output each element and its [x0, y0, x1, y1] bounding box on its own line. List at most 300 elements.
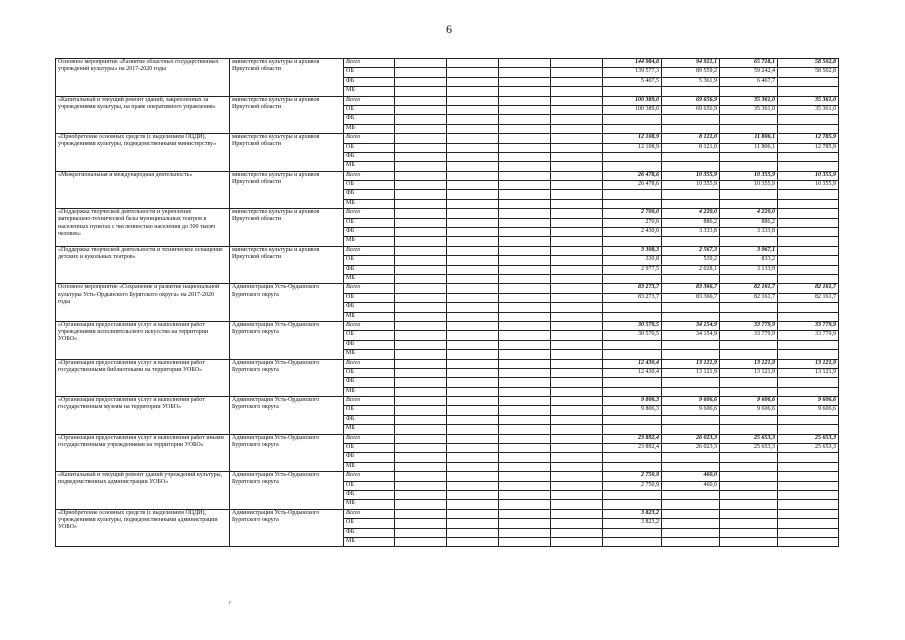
amount-cell: 11 806,1	[720, 134, 778, 143]
amount-cell: 3 308,3	[603, 246, 662, 255]
funding-source-label: ФБ	[344, 303, 395, 312]
funding-source-label: МБ	[344, 500, 395, 509]
empty-cell	[395, 406, 447, 415]
empty-cell	[551, 68, 603, 77]
empty-cell	[551, 397, 603, 406]
table-row	[56, 472, 839, 481]
empty-cell	[395, 500, 447, 509]
amount-cell	[778, 303, 839, 312]
amount-cell: 4 220,0	[720, 209, 778, 218]
amount-cell	[778, 190, 839, 199]
funding-source-label: ФБ	[344, 190, 395, 199]
amount-cell	[662, 87, 720, 96]
funding-source-label: Всего	[344, 397, 395, 406]
amount-cell	[778, 199, 839, 208]
funding-source-label: МБ	[344, 237, 395, 246]
table-row	[56, 246, 839, 255]
funding-source-label: ОБ	[344, 368, 395, 377]
empty-cell	[395, 509, 447, 518]
amount-cell: 23 892,4	[603, 434, 662, 443]
funding-table	[55, 58, 839, 547]
amount-cell: 2 430,0	[603, 228, 662, 237]
empty-cell	[447, 115, 499, 124]
amount-cell: 9 606,6	[662, 406, 720, 415]
empty-cell	[499, 490, 551, 499]
amount-cell: 23 892,4	[603, 444, 662, 453]
amount-cell	[603, 190, 662, 199]
empty-cell	[395, 415, 447, 424]
empty-cell	[499, 199, 551, 208]
measure-name: «Организация предоставления услуг и выполнения работ государственным музеям на территории УОБО»	[56, 397, 230, 435]
amount-cell: 886,2	[720, 218, 778, 227]
amount-cell: 35 361,0	[778, 96, 839, 105]
funding-source-label: ОБ	[344, 293, 395, 302]
amount-cell: 26 478,6	[603, 181, 662, 190]
measure-name: «Межрегиональная и международная деятельность»	[56, 171, 230, 209]
funding-source-label: Всего	[344, 246, 395, 255]
empty-cell	[447, 228, 499, 237]
amount-cell: 10 355,9	[720, 181, 778, 190]
amount-cell: 3 333,8	[662, 228, 720, 237]
amount-cell: 83 366,7	[662, 293, 720, 302]
funding-source-label: МБ	[344, 124, 395, 133]
amount-cell	[662, 453, 720, 462]
amount-cell: 59 242,4	[720, 68, 778, 77]
amount-cell	[778, 350, 839, 359]
amount-cell: 26 478,6	[603, 171, 662, 180]
amount-cell: 69 656,9	[662, 105, 720, 114]
table-row	[56, 284, 839, 293]
empty-cell	[447, 199, 499, 208]
empty-cell	[499, 462, 551, 471]
empty-cell	[551, 481, 603, 490]
empty-cell	[551, 265, 603, 274]
empty-cell	[551, 303, 603, 312]
empty-cell	[499, 59, 551, 68]
empty-cell	[499, 415, 551, 424]
funding-source-label: МБ	[344, 425, 395, 434]
empty-cell	[499, 425, 551, 434]
funding-source-label: МБ	[344, 87, 395, 96]
empty-cell	[499, 509, 551, 518]
amount-cell	[603, 462, 662, 471]
amount-cell	[778, 162, 839, 171]
amount-cell: 58 502,8	[778, 59, 839, 68]
funding-source-label: ФБ	[344, 340, 395, 349]
amount-cell	[720, 481, 778, 490]
amount-cell	[778, 537, 839, 546]
funding-source-label: Всего	[344, 134, 395, 143]
amount-cell	[662, 340, 720, 349]
empty-cell	[551, 340, 603, 349]
amount-cell	[778, 115, 839, 124]
empty-cell	[551, 293, 603, 302]
amount-cell: 35 361,0	[720, 96, 778, 105]
funding-source-label: ФБ	[344, 77, 395, 86]
empty-cell	[551, 490, 603, 499]
funding-source-label: Всего	[344, 171, 395, 180]
amount-cell	[662, 387, 720, 396]
amount-cell	[603, 537, 662, 546]
amount-cell	[662, 500, 720, 509]
amount-cell: 833,2	[720, 256, 778, 265]
amount-cell	[662, 199, 720, 208]
amount-cell: 33 779,9	[720, 321, 778, 330]
amount-cell: 10 355,9	[662, 181, 720, 190]
amount-cell: 35 361,0	[778, 105, 839, 114]
empty-cell	[499, 340, 551, 349]
funding-source-label: ОБ	[344, 406, 395, 415]
amount-cell	[603, 340, 662, 349]
empty-cell	[499, 481, 551, 490]
amount-cell: 26 023,3	[662, 444, 720, 453]
measure-name: Основное мероприятие «Развитие областных государственных учреждений культуры» на 2017-2020 годы	[56, 59, 230, 97]
funding-source-label: ОБ	[344, 105, 395, 114]
empty-cell	[551, 87, 603, 96]
empty-cell	[447, 59, 499, 68]
empty-cell	[395, 303, 447, 312]
empty-cell	[551, 256, 603, 265]
funding-source-label: МБ	[344, 462, 395, 471]
empty-cell	[447, 519, 499, 528]
amount-cell	[603, 453, 662, 462]
funding-source-label: МБ	[344, 162, 395, 171]
empty-cell	[551, 387, 603, 396]
empty-cell	[395, 434, 447, 443]
amount-cell	[720, 115, 778, 124]
empty-cell	[551, 434, 603, 443]
amount-cell: 13 121,9	[662, 368, 720, 377]
empty-cell	[551, 528, 603, 537]
empty-cell	[395, 96, 447, 105]
empty-cell	[447, 105, 499, 114]
funding-source-label: МБ	[344, 350, 395, 359]
amount-cell: 460,0	[662, 472, 720, 481]
empty-cell	[551, 218, 603, 227]
amount-cell: 4 220,0	[662, 209, 720, 218]
amount-cell: 270,0	[603, 218, 662, 227]
empty-cell	[395, 237, 447, 246]
funding-source-label: Всего	[344, 209, 395, 218]
empty-cell	[447, 77, 499, 86]
funding-source-label: ОБ	[344, 143, 395, 152]
empty-cell	[447, 152, 499, 161]
amount-cell: 9 606,6	[720, 397, 778, 406]
funding-source-label: ОБ	[344, 181, 395, 190]
empty-cell	[447, 209, 499, 218]
amount-cell	[603, 528, 662, 537]
amount-cell	[662, 124, 720, 133]
amount-cell: 3 823,2	[603, 519, 662, 528]
amount-cell	[778, 490, 839, 499]
amount-cell: 34 154,9	[662, 321, 720, 330]
amount-cell: 3 823,2	[603, 509, 662, 518]
amount-cell: 8 121,0	[662, 134, 720, 143]
empty-cell	[447, 415, 499, 424]
empty-cell	[551, 143, 603, 152]
measure-name: Основное мероприятие «Сохранение и развитие национальной культуры Усть-Ордынского Бурятского округа» на 2017-2020 годы	[56, 284, 230, 322]
funding-source-label: ОБ	[344, 519, 395, 528]
amount-cell	[778, 312, 839, 321]
amount-cell	[662, 303, 720, 312]
empty-cell	[395, 256, 447, 265]
amount-cell: 2 567,3	[662, 246, 720, 255]
table-row	[56, 397, 839, 406]
amount-cell: 82 161,7	[720, 293, 778, 302]
executor-name: министерство культуры и архивов Иркутской области	[230, 246, 344, 284]
empty-cell	[499, 105, 551, 114]
amount-cell	[720, 500, 778, 509]
empty-cell	[395, 444, 447, 453]
amount-cell	[720, 124, 778, 133]
amount-cell: 83 273,7	[603, 284, 662, 293]
amount-cell	[662, 415, 720, 424]
empty-cell	[395, 481, 447, 490]
amount-cell	[662, 190, 720, 199]
empty-cell	[499, 284, 551, 293]
table-row	[56, 59, 839, 68]
empty-cell	[551, 425, 603, 434]
amount-cell	[662, 528, 720, 537]
amount-cell: 12 430,4	[603, 368, 662, 377]
empty-cell	[395, 134, 447, 143]
empty-cell	[551, 59, 603, 68]
table-row	[56, 434, 839, 443]
amount-cell	[603, 199, 662, 208]
empty-cell	[551, 246, 603, 255]
amount-cell: 2 028,1	[662, 265, 720, 274]
executor-name: министерство культуры и архивов Иркутской области	[230, 134, 344, 172]
funding-source-label: МБ	[344, 274, 395, 283]
amount-cell	[778, 500, 839, 509]
amount-cell	[778, 152, 839, 161]
empty-cell	[447, 171, 499, 180]
amount-cell: 3 133,9	[720, 265, 778, 274]
amount-cell	[778, 340, 839, 349]
executor-name: Администрация Усть-Ордынского Бурятского округа	[230, 397, 344, 435]
empty-cell	[551, 237, 603, 246]
funding-source-label: Всего	[344, 321, 395, 330]
amount-cell	[778, 453, 839, 462]
amount-cell	[662, 537, 720, 546]
amount-cell: 13 121,9	[778, 368, 839, 377]
amount-cell: 2 750,9	[603, 472, 662, 481]
amount-cell	[662, 350, 720, 359]
empty-cell	[499, 387, 551, 396]
empty-cell	[395, 265, 447, 274]
amount-cell: 33 779,9	[778, 321, 839, 330]
amount-cell	[720, 509, 778, 518]
funding-source-label: ОБ	[344, 331, 395, 340]
empty-cell	[447, 331, 499, 340]
empty-cell	[499, 237, 551, 246]
amount-cell	[778, 425, 839, 434]
empty-cell	[499, 321, 551, 330]
amount-cell	[778, 246, 839, 255]
empty-cell	[499, 293, 551, 302]
amount-cell: 25 653,3	[778, 434, 839, 443]
empty-cell	[499, 500, 551, 509]
empty-cell	[499, 453, 551, 462]
empty-cell	[447, 321, 499, 330]
amount-cell: 9 806,3	[603, 397, 662, 406]
empty-cell	[395, 453, 447, 462]
empty-cell	[499, 397, 551, 406]
empty-cell	[551, 199, 603, 208]
amount-cell	[603, 500, 662, 509]
amount-cell	[720, 415, 778, 424]
amount-cell	[778, 218, 839, 227]
amount-cell: 13 121,9	[720, 368, 778, 377]
amount-cell: 13 121,9	[720, 359, 778, 368]
amount-cell	[662, 152, 720, 161]
empty-cell	[395, 490, 447, 499]
footer-mark: г	[229, 600, 232, 606]
amount-cell: 11 806,1	[720, 143, 778, 152]
amount-cell	[603, 115, 662, 124]
funding-source-label: ОБ	[344, 444, 395, 453]
amount-cell	[720, 162, 778, 171]
amount-cell	[720, 490, 778, 499]
amount-cell: 83 366,7	[662, 284, 720, 293]
empty-cell	[551, 190, 603, 199]
funding-source-label: ОБ	[344, 68, 395, 77]
empty-cell	[551, 537, 603, 546]
empty-cell	[551, 378, 603, 387]
amount-cell: 94 921,1	[662, 59, 720, 68]
empty-cell	[551, 406, 603, 415]
empty-cell	[551, 321, 603, 330]
empty-cell	[499, 256, 551, 265]
funding-source-label: ОБ	[344, 218, 395, 227]
amount-cell: 2 977,5	[603, 265, 662, 274]
amount-cell	[720, 453, 778, 462]
empty-cell	[395, 218, 447, 227]
empty-cell	[395, 368, 447, 377]
amount-cell: 10 355,9	[778, 171, 839, 180]
table-row	[56, 321, 839, 330]
amount-cell	[720, 312, 778, 321]
empty-cell	[395, 359, 447, 368]
empty-cell	[499, 350, 551, 359]
empty-cell	[395, 397, 447, 406]
empty-cell	[395, 312, 447, 321]
empty-cell	[499, 171, 551, 180]
amount-cell	[662, 509, 720, 518]
measure-name: «Организация предоставления услуг и выполнения работ государственными библиотеками на территории УОБО»	[56, 359, 230, 397]
amount-cell	[778, 77, 839, 86]
funding-source-label: ФБ	[344, 115, 395, 124]
amount-cell	[778, 415, 839, 424]
amount-cell: 8 121,0	[662, 143, 720, 152]
empty-cell	[551, 96, 603, 105]
empty-cell	[395, 246, 447, 255]
empty-cell	[447, 96, 499, 105]
empty-cell	[395, 528, 447, 537]
empty-cell	[447, 434, 499, 443]
measure-name: «Организация предоставления услуг и выполнения работ учреждениями исполнительского искусства на территории УОБО»	[56, 321, 230, 359]
amount-cell: 30 570,5	[603, 331, 662, 340]
empty-cell	[447, 274, 499, 283]
empty-cell	[499, 162, 551, 171]
funding-source-label: ОБ	[344, 481, 395, 490]
funding-source-label: Всего	[344, 284, 395, 293]
empty-cell	[395, 425, 447, 434]
empty-cell	[551, 472, 603, 481]
amount-cell	[662, 237, 720, 246]
empty-cell	[395, 152, 447, 161]
empty-cell	[499, 181, 551, 190]
amount-cell: 10 355,9	[662, 171, 720, 180]
empty-cell	[499, 124, 551, 133]
empty-cell	[395, 162, 447, 171]
amount-cell	[720, 387, 778, 396]
empty-cell	[447, 528, 499, 537]
amount-cell	[720, 519, 778, 528]
empty-cell	[447, 68, 499, 77]
amount-cell: 9 606,6	[662, 397, 720, 406]
empty-cell	[395, 105, 447, 114]
amount-cell: 100 389,0	[603, 96, 662, 105]
amount-cell: 3 333,8	[720, 228, 778, 237]
funding-source-label: ФБ	[344, 152, 395, 161]
empty-cell	[551, 331, 603, 340]
amount-cell	[662, 274, 720, 283]
empty-cell	[395, 190, 447, 199]
table-row	[56, 96, 839, 105]
empty-cell	[551, 350, 603, 359]
amount-cell: 2 700,0	[603, 209, 662, 218]
empty-cell	[551, 284, 603, 293]
measure-name: «Поддержка творческой деятельности и укрепление материально-технической базы муниципальных театров в населенных пунктах с численностью населения до 300 тысяч человек»	[56, 209, 230, 247]
page-number: 6	[446, 22, 452, 36]
empty-cell	[447, 444, 499, 453]
empty-cell	[395, 284, 447, 293]
empty-cell	[395, 387, 447, 396]
empty-cell	[499, 378, 551, 387]
empty-cell	[447, 87, 499, 96]
empty-cell	[499, 134, 551, 143]
amount-cell: 886,2	[662, 218, 720, 227]
amount-cell: 35 361,0	[720, 105, 778, 114]
amount-cell	[778, 472, 839, 481]
amount-cell	[603, 124, 662, 133]
empty-cell	[499, 434, 551, 443]
amount-cell	[778, 228, 839, 237]
amount-cell: 330,8	[603, 256, 662, 265]
amount-cell	[662, 425, 720, 434]
amount-cell	[720, 425, 778, 434]
funding-source-label: ФБ	[344, 228, 395, 237]
amount-cell: 10 355,9	[778, 181, 839, 190]
amount-cell: 10 355,9	[720, 171, 778, 180]
empty-cell	[499, 303, 551, 312]
empty-cell	[499, 87, 551, 96]
empty-cell	[395, 199, 447, 208]
amount-cell	[720, 152, 778, 161]
amount-cell	[720, 472, 778, 481]
empty-cell	[447, 312, 499, 321]
empty-cell	[551, 134, 603, 143]
empty-cell	[447, 237, 499, 246]
empty-cell	[447, 490, 499, 499]
amount-cell	[778, 519, 839, 528]
amount-cell	[603, 152, 662, 161]
amount-cell: 9 606,6	[778, 397, 839, 406]
empty-cell	[395, 274, 447, 283]
funding-source-label: ФБ	[344, 415, 395, 424]
empty-cell	[499, 265, 551, 274]
